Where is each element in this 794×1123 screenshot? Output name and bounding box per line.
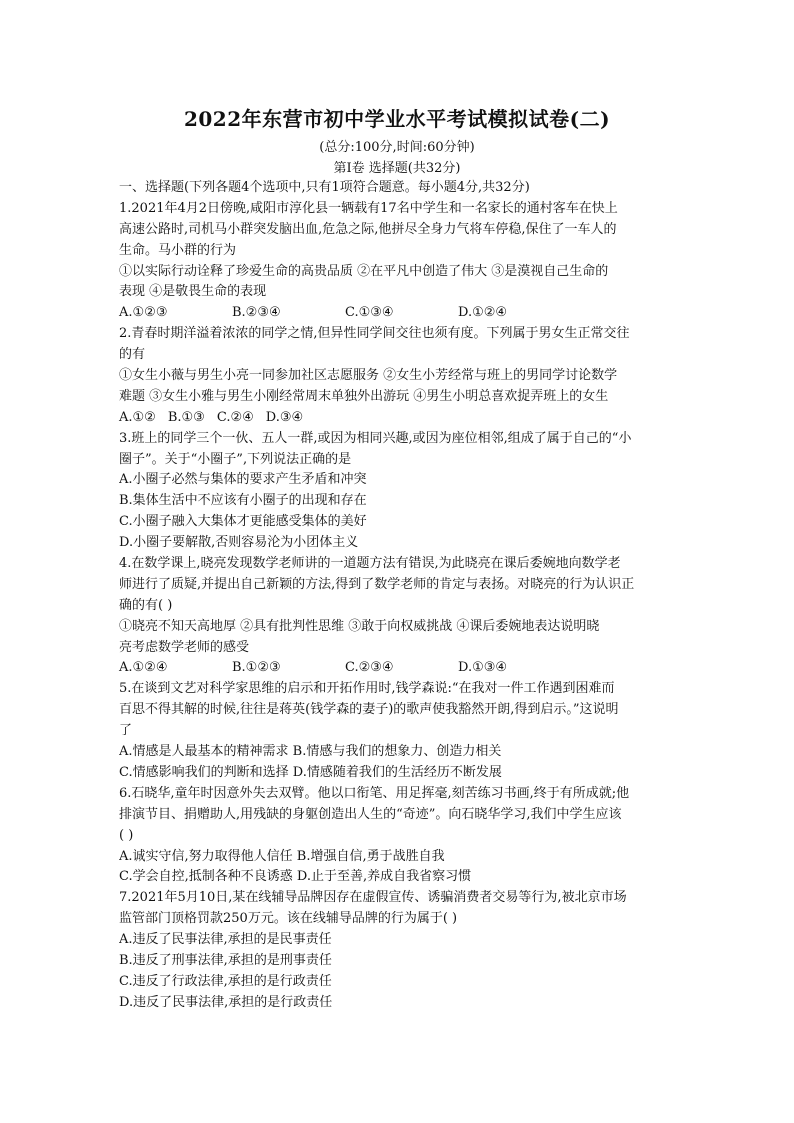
- question-text: 师进行了质疑,并提出自己新颖的方法,得到了数学老师的肯定与表扬。对晓亮的行为认识正: [119, 576, 635, 592]
- option-a: A.①②④: [119, 660, 168, 676]
- option-a: A.违反了民事法律,承担的是民事责任: [119, 932, 332, 948]
- option-c: C.②③④: [345, 660, 394, 676]
- questions: [119, 178, 681, 1014]
- question-text: 1.2021年4月2日傍晚,咸阳市淳化县一辆载有17名中学生和一名家长的通村客车在快上: [119, 200, 618, 216]
- question-statements: 表现 ④是敬畏生命的表现: [119, 284, 267, 300]
- question-text: 7.2021年5月10日,某在线辅导品牌因存在虚假宣传、诱骗消费者交易等行为,被北京市场: [119, 890, 627, 906]
- exam-meta: (总分:100分,时间:60分钟): [319, 140, 475, 155]
- question-statements: 亮考虑数学老师的感受: [119, 639, 250, 655]
- option-a: A.①②③: [119, 305, 168, 321]
- q2-options: [119, 408, 681, 429]
- question-text: 6.石晓华,童年时因意外失去双臂。他以口衔笔、用足挥毫,刻苦练习书画,终于有所成就;他: [119, 785, 630, 801]
- option-row: A.情感是人最基本的精神需求 B.情感与我们的想象力、创造力相关: [119, 744, 502, 760]
- option-b: B.①②③: [232, 660, 281, 676]
- option-d: D.①③④: [458, 660, 508, 676]
- option-a: A.①②: [119, 409, 156, 425]
- section-heading: 一、选择题(下列各题4个选项中,只有1项符合题意。每小题4分,共32分): [119, 180, 530, 195]
- option-row: A.诚实守信,努力取得他人信任 B.增强自信,勇于战胜自我: [119, 848, 445, 864]
- volume-heading: 第Ⅰ卷 选择题(共32分): [333, 161, 461, 176]
- option-b: B.②③④: [232, 305, 281, 321]
- question-text: 生命。马小群的行为: [119, 242, 237, 258]
- option-d: D.违反了民事法律,承担的是行政责任: [119, 994, 333, 1010]
- option-a: A.小圈子必然与集体的要求产生矛盾和冲突: [119, 472, 367, 488]
- q4-options: [119, 658, 681, 679]
- question-text: 3.班上的同学三个一伙、五人一群,或因为相同兴趣,或因为座位相邻,组成了属于自己的“小: [119, 430, 632, 446]
- option-d: D.①②④: [458, 305, 508, 321]
- question-text: 了: [119, 723, 133, 739]
- question-text: 确的有( ): [119, 597, 173, 613]
- question-statements: ①女生小薇与男生小亮一同参加社区志愿服务 ②女生小芳经常与班上的男同学讨论数学: [119, 368, 618, 384]
- option-b: B.①③: [167, 409, 205, 425]
- question-text: 百思不得其解的时候,往往是蒋英(钱学森的妻子)的歌声使我豁然开朗,得到启示。”这说明: [119, 702, 619, 718]
- option-d: D.③④: [265, 409, 304, 425]
- exam-title: 2022年东营市初中学业水平考试模拟试卷(二): [183, 107, 611, 131]
- option-b: B.集体生活中不应该有小圈子的出现和存在: [119, 493, 367, 509]
- q1-options: [119, 303, 681, 324]
- option-c: C.①③④: [345, 305, 394, 321]
- option-row: C.情感影响我们的判断和选择 D.情感随着我们的生活经历不断发展: [119, 764, 502, 780]
- question-text: 2.青春时期洋溢着浓浓的同学之情,但异性同学间交往也须有度。下列属于男女生正常交往: [119, 326, 630, 342]
- question-statements: ①晓亮不知天高地厚 ②具有批判性思维 ③敢于向权威挑战 ④课后委婉地表达说明晓: [119, 618, 600, 634]
- question-text: 5.在谈到文艺对科学家思维的启示和开拓作用时,钱学森说:“在我对一件工作遇到困难而: [119, 681, 615, 697]
- question-text: 的有: [119, 347, 146, 363]
- option-c: C.小圈子融入大集体才更能感受集体的美好: [119, 514, 367, 530]
- question-statements: ①以实际行动诠释了珍爱生命的高贵品质 ②在平凡中创造了伟大 ③是漠视自己生命的: [119, 263, 609, 279]
- option-d: D.小圈子要解散,否则容易沦为小团体主义: [119, 535, 359, 551]
- question-text: 高速公路时,司机马小群突发脑出血,危急之际,他拼尽全身力气将车停稳,保住了一车人的: [119, 221, 617, 237]
- question-text: ( ): [119, 827, 134, 843]
- option-b: B.违反了刑事法律,承担的是刑事责任: [119, 952, 332, 968]
- option-c: C.违反了行政法律,承担的是行政责任: [119, 973, 332, 989]
- question-statements: 难题 ③女生小雅与男生小刚经常周末单独外出游玩 ④男生小明总喜欢捉弄班上的女生: [119, 388, 609, 404]
- question-text: 圈子”。关于“小圈子”,下列说法正确的是: [119, 451, 352, 467]
- question-text: 监管部门顶格罚款250万元。该在线辅导品牌的行为属于( ): [119, 911, 458, 927]
- question-text: 4.在数学课上,晓亮发现数学老师讲的一道题方法有错误,为此晓亮在课后委婉地向数学老: [119, 556, 621, 572]
- option-row: C.学会自控,抵制各种不良诱惑 D.止于至善,养成自我省察习惯: [119, 869, 472, 885]
- option-c: C.②④: [216, 409, 254, 425]
- question-text: 排演节目、捐赠助人,用残缺的身躯创造出人生的“奇迹”。向石晓华学习,我们中学生应该: [119, 806, 622, 822]
